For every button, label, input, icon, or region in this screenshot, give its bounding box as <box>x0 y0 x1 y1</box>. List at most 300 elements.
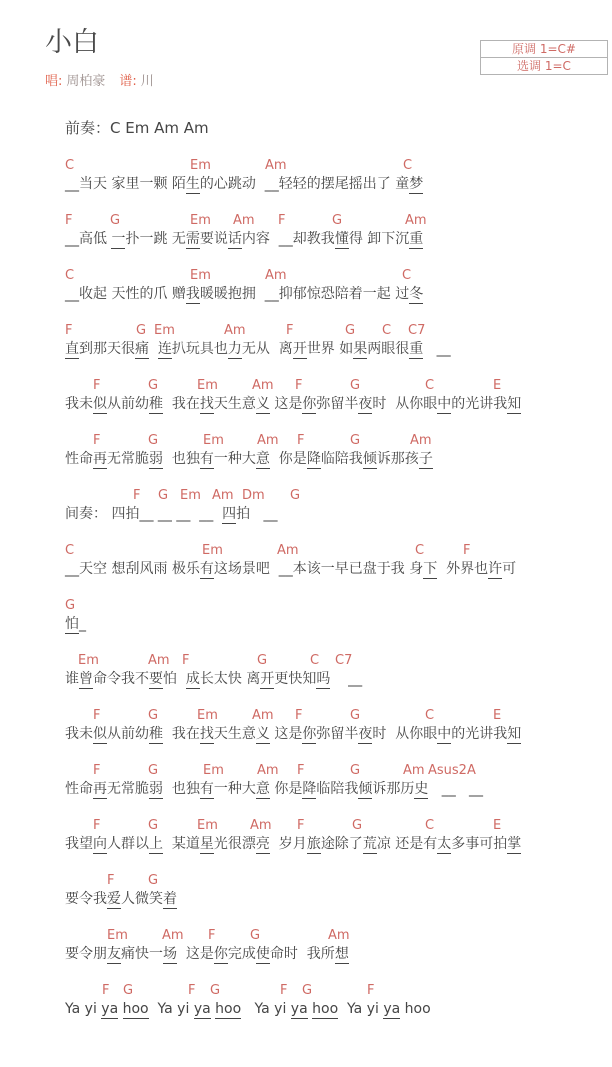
lyric-segment: 开 <box>292 341 307 357</box>
lyric-segment: 我在 <box>163 396 200 412</box>
lyric-segment: 力 <box>227 341 242 357</box>
lyric-segment: 掌 <box>507 836 522 852</box>
chord: C7 <box>408 323 426 338</box>
lyric-segment: 荒 <box>362 836 377 852</box>
song-line <box>45 818 612 854</box>
lyric-segment: 无常脆 <box>107 451 149 467</box>
chord-row <box>45 983 612 1000</box>
page-title: 小白 <box>45 27 99 58</box>
lyric-segment: 到那天很 <box>79 341 135 357</box>
lyric-segment: 爱 <box>107 891 121 907</box>
lyric-segment: 知 <box>507 726 522 742</box>
lyric-segment: _ <box>79 616 86 632</box>
lyric-row <box>65 945 612 964</box>
chord: C <box>65 158 75 173</box>
selected-key-row[interactable]: 选调 1=C <box>480 57 608 75</box>
chord: Am <box>233 213 255 228</box>
chord: C <box>425 378 435 393</box>
chord-row <box>45 433 612 450</box>
song-line <box>45 983 612 1019</box>
lyric-segment: 某道 <box>163 836 200 852</box>
chord: G <box>148 708 159 723</box>
lyric-segment: 一种大 <box>213 451 256 467</box>
song-line <box>45 268 612 304</box>
chord: G <box>352 818 363 833</box>
lyric-segment: 更快知 <box>274 671 317 687</box>
lyric-segment: 有 <box>199 781 214 797</box>
chord: A <box>467 763 476 778</box>
lyric-segment: 完成 <box>227 946 256 962</box>
lyric-row <box>65 395 612 414</box>
chord: G <box>350 708 361 723</box>
chord: G <box>332 213 343 228</box>
lyric-segment: 义 <box>255 726 270 742</box>
chord: Am <box>265 158 287 173</box>
lyric-segment: 弱 <box>149 781 163 797</box>
lyric-segment: 也独 <box>163 451 200 467</box>
chord: F <box>93 763 101 778</box>
chord: C <box>403 158 413 173</box>
lyric-segment: 义 <box>255 396 270 412</box>
lyric-segment: 话 <box>227 231 242 247</box>
lyric-segment: 从前幼 <box>107 396 149 412</box>
lyric-segment: hoo <box>215 1001 242 1017</box>
lyric-segment: 亮 <box>255 836 270 852</box>
lyric-segment: 稚 <box>149 726 163 742</box>
chord: Am <box>403 763 425 778</box>
lyric-segment: 性命 <box>65 781 93 797</box>
lyric-segment: 降 <box>302 781 317 797</box>
chord: Am <box>162 928 184 943</box>
lyric-segment <box>118 1001 122 1017</box>
lyric-segment: 旅 <box>306 836 321 852</box>
lyric-segment: __当天 家里一颗 陌 <box>65 176 186 192</box>
lyric-segment: 直 <box>65 341 79 357</box>
lyric-segment: 吗 <box>316 671 331 687</box>
chord: F <box>208 928 216 943</box>
lyric-segment: 一 <box>111 231 126 247</box>
lyric-segment: 岁月 <box>269 836 307 852</box>
lyric-segment: 怕 <box>65 616 79 632</box>
song-line <box>45 708 612 744</box>
lyric-segment: 得 卸下沉 <box>348 231 410 247</box>
chord: Am <box>224 323 246 338</box>
chord-row <box>45 818 612 835</box>
chord: Am <box>410 433 432 448</box>
chord: G <box>148 433 159 448</box>
lyric-segment: 上 <box>149 836 163 852</box>
lyric-segment: 世界 如 <box>306 341 354 357</box>
lyric-segment: 找 <box>199 726 214 742</box>
lyric-segment: 谁 <box>65 671 79 687</box>
chord: Em <box>203 763 224 778</box>
lyric-segment: 痛 <box>135 341 149 357</box>
lyric-segment: 冬 <box>409 286 424 302</box>
lyric-row <box>65 890 612 909</box>
lyric-segment: 要说 <box>199 231 228 247</box>
lyric-segment: 光很漂 <box>213 836 256 852</box>
lyric-segment: 要 <box>149 671 163 687</box>
lyric-segment: 有 <box>199 451 214 467</box>
chord: F <box>182 653 190 668</box>
chord: Em <box>197 818 218 833</box>
chord: Am <box>250 818 272 833</box>
lyric-segment: 弥留半 <box>316 726 359 742</box>
song-line <box>45 543 612 579</box>
chord: Am <box>405 213 427 228</box>
chord-row <box>45 268 612 285</box>
lyric-segment: 四 <box>222 506 237 522</box>
lyric-segment: 倾 <box>362 451 377 467</box>
chord: G <box>250 928 261 943</box>
lyric-row <box>65 505 612 524</box>
chord: G <box>123 983 134 998</box>
lyric-segment: 可 <box>502 561 517 577</box>
lyric-segment: 这是 <box>269 726 303 742</box>
song-line <box>45 433 612 469</box>
lyric-segment: 这场景吧 __本该一早已盘于我 身 <box>213 561 424 577</box>
chord: F <box>93 708 101 723</box>
lyric-segment: 曾 <box>79 671 93 687</box>
scorer-name: 川 <box>140 74 154 89</box>
lyric-segment: 性命 <box>65 451 93 467</box>
lyric-segment: 多事可拍 <box>451 836 508 852</box>
chord-row <box>45 928 612 945</box>
lyric-segment: 天生意 <box>213 726 256 742</box>
lyric-segment: 拍 __ <box>236 506 278 522</box>
lyric-row <box>65 780 612 799</box>
chord: F <box>463 543 471 558</box>
chord: Am <box>252 378 274 393</box>
lyric-segment: 扒玩具也 <box>171 341 228 357</box>
chord-row <box>45 323 612 340</box>
lyric-segment: 意 <box>255 781 270 797</box>
chord: C <box>65 268 75 283</box>
chord: G <box>257 653 268 668</box>
chord: E <box>493 818 502 833</box>
chord: F <box>280 983 288 998</box>
song-line <box>45 763 612 799</box>
chord: C <box>382 323 392 338</box>
chord: F <box>295 708 303 723</box>
chord: F <box>65 213 73 228</box>
chord: Dm <box>242 488 265 503</box>
lyric-segment: 要令朋 <box>65 946 107 962</box>
chord: C <box>402 268 412 283</box>
lyric-segment: 怕 <box>163 671 186 687</box>
lyric-segment: 我 <box>185 286 200 302</box>
lyric-segment: 重 <box>409 231 424 247</box>
lyric-segment: hoo <box>312 1001 339 1017</box>
lyric-segment: 凉 还是有 <box>376 836 438 852</box>
lyric-segment: 弱 <box>149 451 163 467</box>
lyric-segment: Ya yi <box>65 1001 102 1017</box>
chord: G <box>350 763 361 778</box>
lyric-segment: 你 <box>302 396 317 412</box>
song-line <box>45 488 612 524</box>
lyric-segment: 人微笑 <box>121 891 163 907</box>
chord: F <box>65 323 73 338</box>
lyric-segment: 无常脆 <box>107 781 149 797</box>
lyric-segment: 夜 <box>358 396 373 412</box>
lyric-segment: ya <box>193 1001 211 1017</box>
lyric-segment: __ <box>423 341 451 357</box>
lyric-segment: __高低 <box>65 231 112 247</box>
lyric-segment: 稚 <box>149 396 163 412</box>
lyric-segment: 间奏： 四拍__ __ __ __ <box>65 506 223 522</box>
chord: G <box>290 488 301 503</box>
lyric-segment: ya <box>101 1001 119 1017</box>
lyric-segment: 使 <box>255 946 270 962</box>
chord: F <box>286 323 294 338</box>
lyric-segment: 想 <box>334 946 349 962</box>
lyric-segment: 场 <box>163 946 177 962</box>
chord: G <box>136 323 147 338</box>
lyric-segment: 要令我 <box>65 891 107 907</box>
lyric-segment: 开 <box>260 671 275 687</box>
lyric-segment: 倾 <box>358 781 373 797</box>
chord: Em <box>190 213 211 228</box>
chord: Asus2 <box>428 763 467 778</box>
lyric-row <box>65 340 612 359</box>
lyric-segment: 子 <box>418 451 433 467</box>
lyric-segment: 从前幼 <box>107 726 149 742</box>
lyric-segment: 两眼很 <box>367 341 410 357</box>
song-line <box>45 873 612 909</box>
lyric-segment: 下 <box>423 561 438 577</box>
lyric-segment: 你是 <box>269 451 307 467</box>
lyric-segment: 许 <box>488 561 503 577</box>
lyric-row <box>65 1000 612 1019</box>
lyric-segment: 知 <box>507 396 522 412</box>
song-line <box>45 653 612 689</box>
chord-row <box>45 158 612 175</box>
song-line <box>45 598 612 634</box>
chord: Em <box>190 158 211 173</box>
lyric-segment: 懂 <box>334 231 349 247</box>
lyric-segment: hoo <box>400 1001 431 1017</box>
song-line <box>45 928 612 964</box>
lyric-segment: 成 <box>185 671 200 687</box>
chord-row <box>45 378 612 395</box>
score-label: 谱: <box>119 74 137 89</box>
lyric-segment: 梦 <box>409 176 424 192</box>
chord: F <box>278 213 286 228</box>
chord: F <box>295 378 303 393</box>
lyric-segment: 命时 我所 <box>269 946 335 962</box>
lyric-row <box>65 725 612 744</box>
chord: G <box>210 983 221 998</box>
chord: G <box>345 323 356 338</box>
chord: G <box>350 378 361 393</box>
lyric-segment: 临陪我 <box>320 451 363 467</box>
lyric-segment: 再 <box>93 781 107 797</box>
lyric-row <box>65 615 612 634</box>
original-key-row: 原调 1=C# <box>480 40 608 58</box>
lyric-segment: 的光讲我 <box>451 726 508 742</box>
chord: G <box>158 488 169 503</box>
chord: C <box>415 543 425 558</box>
lyric-segment: 似 <box>93 396 107 412</box>
key-table <box>480 40 608 75</box>
lyric-segment: 你是 <box>269 781 303 797</box>
lyric-row <box>65 285 612 304</box>
lyric-row <box>65 175 612 194</box>
lyric-segment: ya <box>290 1001 308 1017</box>
lyric-segment: 人群以 <box>107 836 149 852</box>
lyric-segment: __ <box>330 671 363 687</box>
lyric-row <box>65 450 612 469</box>
chord-row <box>45 543 612 560</box>
lyric-segment: 长太快 离 <box>199 671 261 687</box>
lyric-segment: __收起 天性的爪 赠 <box>65 286 186 302</box>
sing-label: 唱: <box>45 74 63 89</box>
lyric-segment: 友 <box>107 946 121 962</box>
chord: Am <box>257 763 279 778</box>
lyric-segment: 命令我不 <box>93 671 149 687</box>
chord: F <box>93 378 101 393</box>
chord: Em <box>190 268 211 283</box>
chord: F <box>188 983 196 998</box>
lyric-segment: 天生意 <box>213 396 256 412</box>
lyric-segment: 扑一跳 无 <box>125 231 186 247</box>
lyric-segment: 似 <box>93 726 107 742</box>
lyric-segment: 痛快一 <box>121 946 163 962</box>
chord: G <box>350 433 361 448</box>
chord-row <box>45 598 612 615</box>
lyric-segment: 需 <box>185 231 200 247</box>
chord: Em <box>154 323 175 338</box>
lyric-segment: 中 <box>437 396 452 412</box>
lyric-segment: 星 <box>199 836 214 852</box>
chord-row <box>45 873 612 890</box>
lyric-segment: 无从 离 <box>241 341 293 357</box>
chord: Am <box>148 653 170 668</box>
chord: Am <box>257 433 279 448</box>
lyric-segment: 向 <box>93 836 107 852</box>
song-line <box>45 323 612 359</box>
lyric-segment: __天空 想刮风雨 极乐 <box>65 561 200 577</box>
chord: Am <box>252 708 274 723</box>
chord: C <box>425 708 435 723</box>
lyric-segment: 找 <box>199 396 214 412</box>
lyric-segment: 暖暖抱拥 __抑郁惊恐陪着一起 过 <box>199 286 410 302</box>
lyric-segment: ya <box>383 1001 401 1017</box>
chord: Am <box>265 268 287 283</box>
lyric-row <box>65 670 612 689</box>
chord: Em <box>180 488 201 503</box>
chord: G <box>110 213 121 228</box>
lyric-segment: 连 <box>157 341 172 357</box>
chord: Em <box>197 708 218 723</box>
lyric-segment: 外界也 <box>437 561 489 577</box>
song-line <box>45 378 612 414</box>
chord: C <box>65 543 75 558</box>
lyric-segment: 的光讲我 <box>451 396 508 412</box>
lyric-segment: 有 <box>199 561 214 577</box>
lyric-segment: hoo <box>122 1001 149 1017</box>
chord-row <box>45 213 612 230</box>
lyric-segment: 史 <box>414 781 429 797</box>
lyric-segment: 降 <box>306 451 321 467</box>
singer-name: 周柏豪 <box>66 74 106 89</box>
lyric-row <box>65 560 612 579</box>
lyric-segment: 我在 <box>163 726 200 742</box>
chord: F <box>297 433 305 448</box>
lyric-segment: Ya yi <box>148 1001 194 1017</box>
chord: G <box>148 818 159 833</box>
lyric-segment: 我未 <box>65 396 93 412</box>
lyric-segment: 生 <box>185 176 200 192</box>
lyric-row <box>65 835 612 854</box>
lyric-segment: 也独 <box>163 781 200 797</box>
chord: C <box>425 818 435 833</box>
lyric-segment: 你 <box>302 726 317 742</box>
chord: Em <box>197 378 218 393</box>
lyric-segment: 的心跳动 __轻轻的摆尾摇出了 童 <box>199 176 410 192</box>
chord: G <box>148 378 159 393</box>
chord: G <box>65 598 76 613</box>
chord: F <box>297 763 305 778</box>
lyric-segment: 弥留半 <box>316 396 359 412</box>
chord: Em <box>78 653 99 668</box>
chord-row <box>45 763 612 780</box>
lyric-segment: 再 <box>93 451 107 467</box>
chord: Em <box>202 543 223 558</box>
lyric-segment: 果 <box>353 341 368 357</box>
chord: Am <box>328 928 350 943</box>
lyric-segment <box>149 341 158 357</box>
chord: G <box>148 873 159 888</box>
chord-row <box>45 488 612 505</box>
intro-line: 前奏：C Em Am Am <box>65 119 209 137</box>
lyric-segment: 意 <box>255 451 270 467</box>
song-lines <box>45 158 612 1019</box>
lyric-segment: 我未 <box>65 726 93 742</box>
lyric-segment: 这是 <box>269 396 303 412</box>
lyric-segment: 中 <box>437 726 452 742</box>
chord: F <box>107 873 115 888</box>
lyric-segment: 诉那历 <box>372 781 415 797</box>
chord-row <box>45 653 612 670</box>
chord: Am <box>212 488 234 503</box>
lyric-segment: __ __ <box>428 781 484 797</box>
chord: F <box>133 488 141 503</box>
lyric-segment: 临陪我 <box>316 781 359 797</box>
chord: C7 <box>335 653 353 668</box>
lyric-segment: 着 <box>163 891 177 907</box>
chord: F <box>297 818 305 833</box>
lyric-segment: 时 从你眼 <box>372 396 438 412</box>
lyric-segment: 途除了 <box>320 836 363 852</box>
chord: E <box>493 378 502 393</box>
lyric-segment: Ya yi <box>338 1001 384 1017</box>
chord: F <box>367 983 375 998</box>
lyric-segment: 太 <box>437 836 452 852</box>
lyric-segment: 这是 <box>177 946 214 962</box>
chord: F <box>93 433 101 448</box>
chord: F <box>93 818 101 833</box>
lyric-segment: Ya yi <box>241 1001 291 1017</box>
chord: Em <box>203 433 224 448</box>
chord-row <box>45 708 612 725</box>
chord: E <box>493 708 502 723</box>
lyric-segment: 内容 __却教我 <box>241 231 335 247</box>
song-line <box>45 158 612 194</box>
song-line <box>45 213 612 249</box>
chord: G <box>148 763 159 778</box>
chord: G <box>302 983 313 998</box>
